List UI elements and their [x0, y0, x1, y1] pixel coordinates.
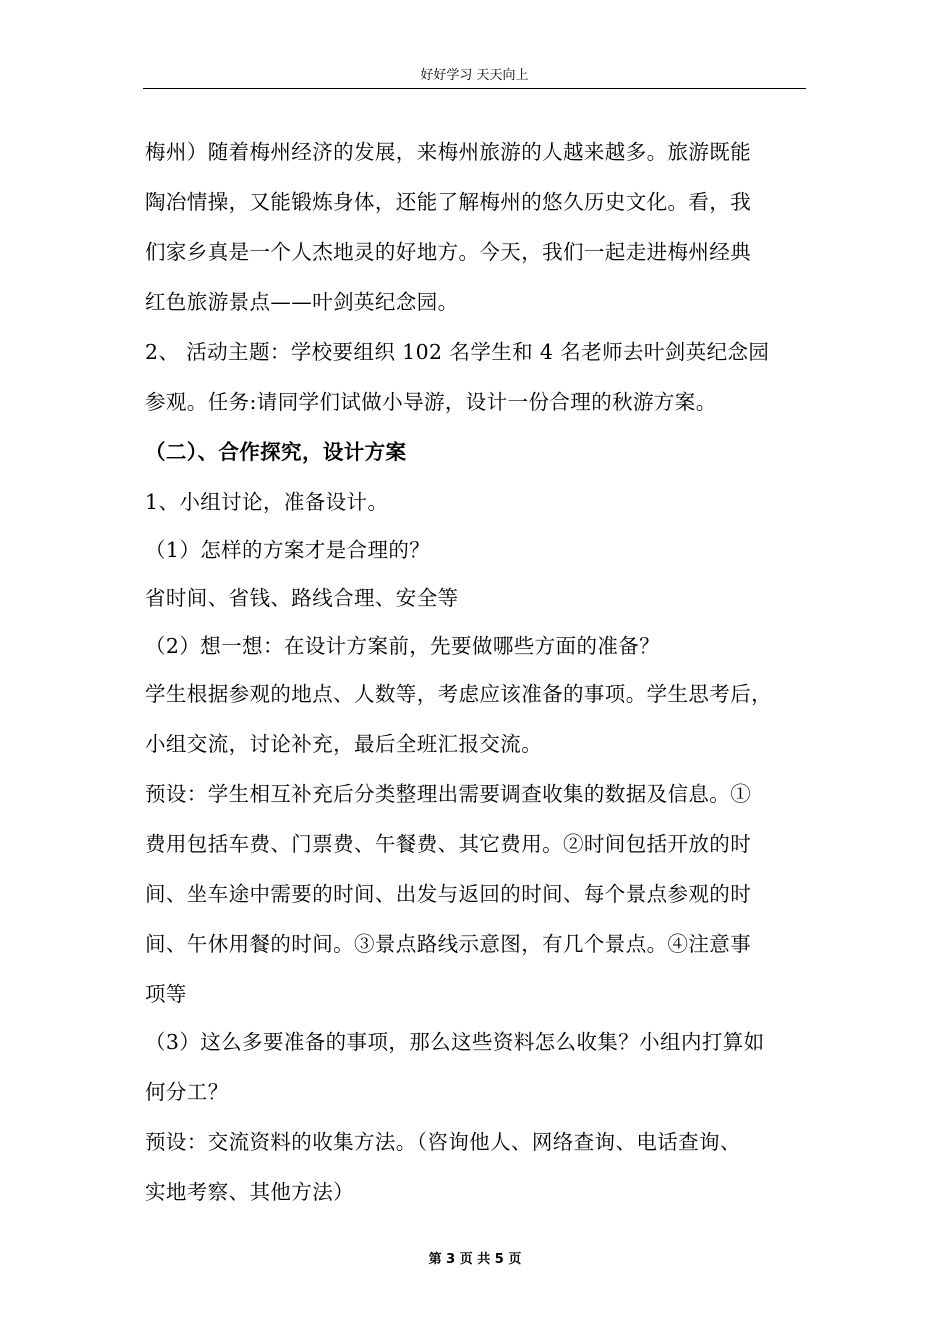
- paragraph-line: 1、小组讨论，准备设计。: [145, 490, 389, 514]
- paragraph-line: 省时间、省钱、路线合理、安全等: [145, 586, 459, 610]
- paragraph-line: 间、坐车途中需要的时间、出发与返回的时间、每个景点参观的时: [145, 882, 752, 906]
- paragraph-line: 小组交流，讨论补充，最后全班汇报交流。: [145, 732, 543, 756]
- paragraph-line: 间、午休用餐的时间。③景点路线示意图，有几个景点。④注意事: [145, 932, 752, 956]
- paragraph-line: （1）怎样的方案才是合理的？: [145, 538, 431, 562]
- paragraph-line: 何分工？: [145, 1080, 229, 1104]
- header-divider: [143, 88, 806, 89]
- paragraph-line: 陶冶情操，又能锻炼身体，还能了解梅州的悠久历史文化。看，我: [145, 190, 752, 214]
- page-header: 好好学习 天天向上: [420, 68, 529, 83]
- paragraph-line: 们家乡真是一个人杰地灵的好地方。今天，我们一起走进梅州经典: [145, 240, 752, 264]
- paragraph-line: 实地考察、其他方法）: [145, 1180, 354, 1204]
- paragraph-line: （2）想一想：在设计方案前，先要做哪些方面的准备？: [145, 634, 661, 658]
- section-heading: （二）、合作探究，设计方案: [145, 440, 407, 464]
- paragraph-line: 费用包括车费、门票费、午餐费、其它费用。②时间包括开放的时: [145, 832, 752, 856]
- paragraph-line: （3）这么多要准备的事项，那么这些资料怎么收集？小组内打算如: [145, 1030, 765, 1054]
- paragraph-line: 预设：学生相互补充后分类整理出需要调查收集的数据及信息。①: [145, 782, 752, 806]
- paragraph-line: 预设：交流资料的收集方法。（咨询他人、网络查询、电话查询、: [145, 1130, 741, 1154]
- paragraph-line: 学生根据参观的地点、人数等，考虑应该准备的事项。学生思考后，: [145, 682, 772, 706]
- paragraph-line: 梅州）随着梅州经济的发展，来梅州旅游的人越来越多。旅游既能: [145, 140, 752, 164]
- page-footer: 第 3 页 共 5 页: [428, 1252, 522, 1267]
- document-body: [145, 132, 825, 1222]
- paragraph-line: 2、 活动主题：学校要组织 102 名学生和 4 名老师去叶剑英纪念园: [145, 340, 770, 364]
- paragraph-line: 红色旅游景点——叶剑英纪念园。: [145, 290, 459, 314]
- paragraph-line: 项等: [145, 982, 187, 1006]
- paragraph-line: 参观。任务:请同学们试做小导游，设计一份合理的秋游方案。: [145, 390, 717, 414]
